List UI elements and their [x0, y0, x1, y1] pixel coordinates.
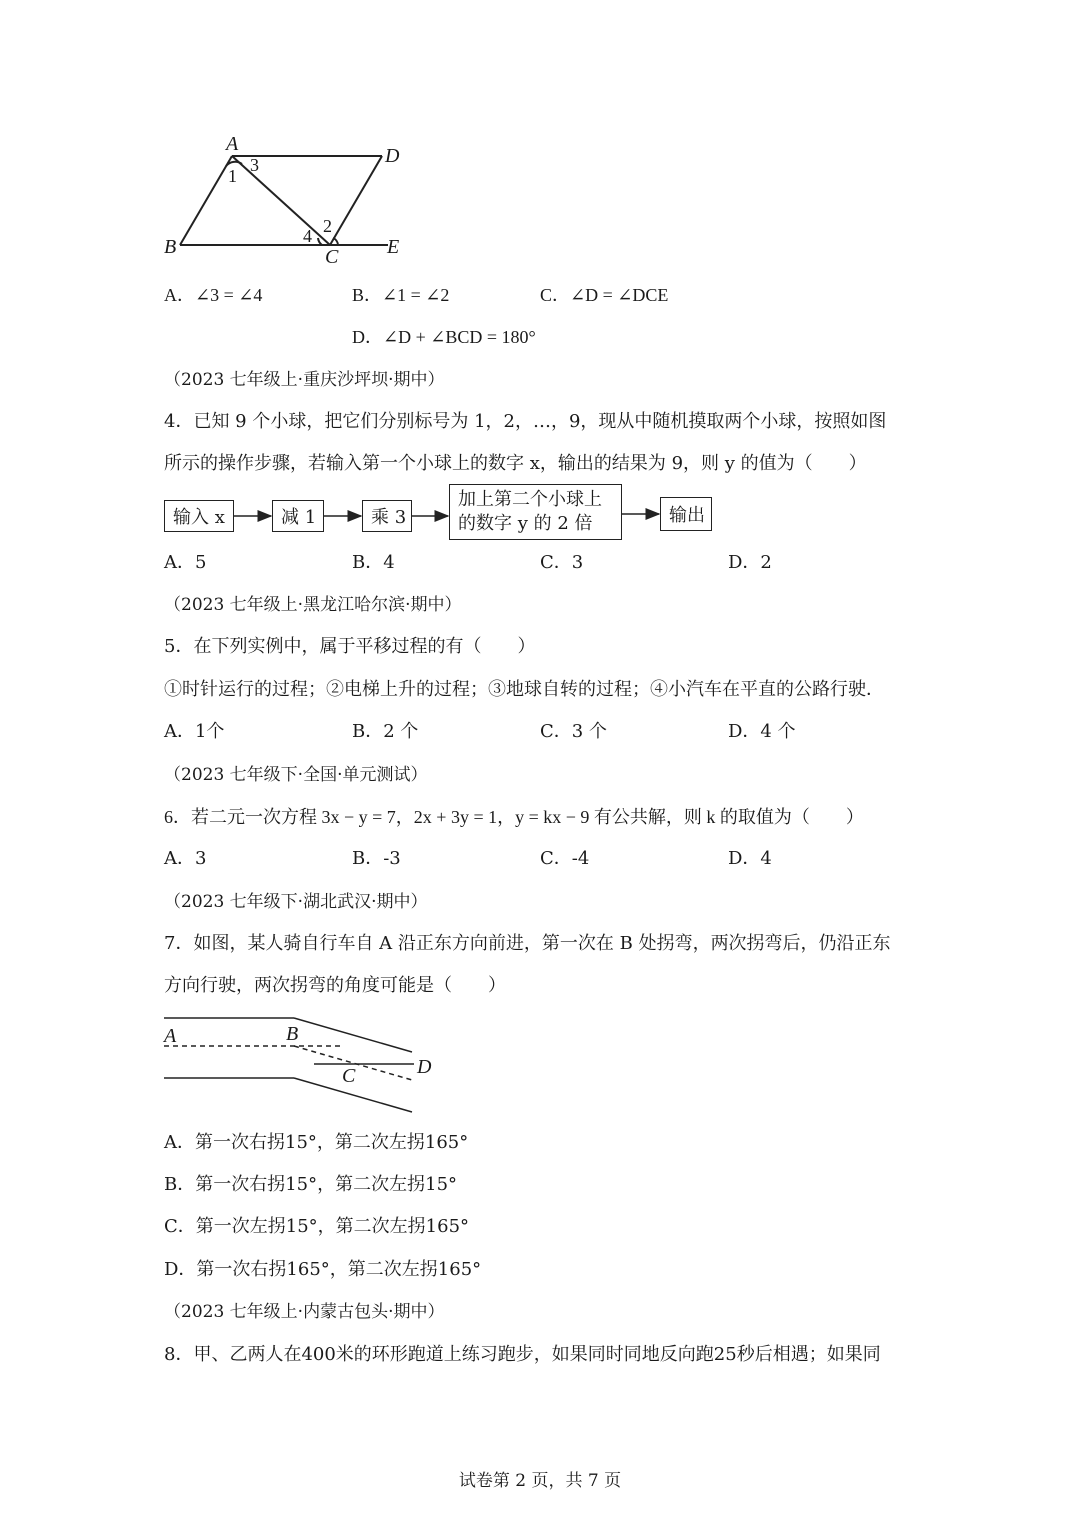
- q3-label-c: C: [325, 246, 339, 268]
- q3-angle-4: 4: [303, 226, 312, 246]
- q7-stem-line1: 7．如图，某人骑自行车自 A 沿正东方向前进，第一次在 B 处拐弯，两次拐弯后，仍沿正东: [164, 933, 891, 954]
- q8-stem-line1: 8．甲、乙两人在400米的环形跑道上练习跑步，如果同时同地反向跑25秒后相遇；如果同: [164, 1344, 881, 1365]
- q6-option-a: A．3: [164, 848, 207, 869]
- q3-label-b: B: [164, 236, 177, 258]
- q7-option-b: B．第一次右拐15°，第二次左拐15°: [164, 1174, 458, 1195]
- q4-option-c: C．3: [540, 552, 584, 573]
- q3-angle-3: 3: [250, 155, 259, 175]
- flow-arrows: [0, 0, 1080, 600]
- q6-option-d: D．4: [728, 848, 772, 869]
- q5-option-c: C．3 个: [540, 721, 607, 742]
- q4-stem-line2: 所示的操作步骤，若输入第一个小球上的数字 x，输出的结果为 9，则 y 的值为（ ）: [164, 453, 867, 474]
- q4-stem-line1: 4．已知 9 个小球，把它们分别标号为 1，2，…，9，现从中随机摸取两个小球，按照如图: [164, 411, 887, 432]
- q4-option-b: B．4: [352, 552, 395, 573]
- flow-times-label: 乘 3: [371, 507, 407, 528]
- flow-add-label-line1: 加上第二个小球上: [458, 489, 602, 510]
- q5-stem-line2: ①时针运行的过程；②电梯上升的过程；③地球自转的过程；④小汽车在平直的公路行驶．: [164, 679, 884, 700]
- q4-option-a: A．5: [164, 552, 207, 573]
- q7-label-c: C: [342, 1065, 356, 1087]
- q3-option-a: A．∠3 = ∠4: [164, 285, 263, 305]
- q7-road-figure: [160, 1010, 460, 1120]
- q3-label-e: E: [387, 236, 400, 258]
- q5-option-a: A．1个: [164, 721, 225, 742]
- q6-stem-line1: 6．若二元一次方程 3x − y = 7，2x + 3y = 1，y = kx − 9 有公共解，则 k 的取值为（ ）: [164, 807, 864, 827]
- page-footer: 试卷第 2 页，共 7 页: [458, 1471, 622, 1491]
- q7-label-a: A: [164, 1025, 177, 1047]
- flow-output-label: 输出: [669, 505, 705, 526]
- q3-label-a: A: [226, 133, 239, 155]
- q3-option-d: D．∠D + ∠BCD = 180°: [352, 327, 536, 347]
- q8-source: （2023 七年级上·内蒙古包头·期中）: [164, 1302, 445, 1322]
- q6-source: （2023 七年级下·全国·单元测试）: [164, 765, 428, 785]
- q5-option-d: D．4 个: [728, 721, 796, 742]
- q4-source: （2023 七年级上·重庆沙坪坝·期中）: [164, 370, 445, 390]
- q7-label-d: D: [417, 1056, 432, 1078]
- q7-label-b: B: [286, 1023, 299, 1045]
- flow-input-label: 输入 x: [173, 507, 225, 528]
- q3-option-c: C．∠D = ∠DCE: [540, 285, 669, 305]
- q7-option-d: D．第一次右拐165°，第二次左拐165°: [164, 1259, 482, 1280]
- q6-option-b: B．-3: [352, 848, 401, 869]
- q3-angle-2: 2: [323, 216, 332, 236]
- q3-label-d: D: [385, 145, 400, 167]
- q7-source: （2023 七年级下·湖北武汉·期中）: [164, 892, 428, 912]
- q7-option-c: C．第一次左拐15°，第二次左拐165°: [164, 1216, 470, 1237]
- flow-add-label-line2: 的数字 y 的 2 倍: [458, 513, 593, 534]
- q5-stem-line1: 5．在下列实例中，属于平移过程的有（ ）: [164, 636, 536, 657]
- q7-option-a: A．第一次右拐15°，第二次左拐165°: [164, 1132, 469, 1153]
- q6-option-c: C．-4: [540, 848, 590, 869]
- flow-minus-label: 减 1: [281, 507, 317, 528]
- q3-angle-1: 1: [228, 166, 237, 186]
- q7-stem-line2: 方向行驶，两次拐弯的角度可能是（ ）: [164, 975, 506, 996]
- q4-option-d: D．2: [728, 552, 772, 573]
- q3-option-b: B．∠1 = ∠2: [352, 285, 450, 305]
- q5-option-b: B．2 个: [352, 721, 419, 742]
- q5-source: （2023 七年级上·黑龙江哈尔滨·期中）: [164, 595, 462, 615]
